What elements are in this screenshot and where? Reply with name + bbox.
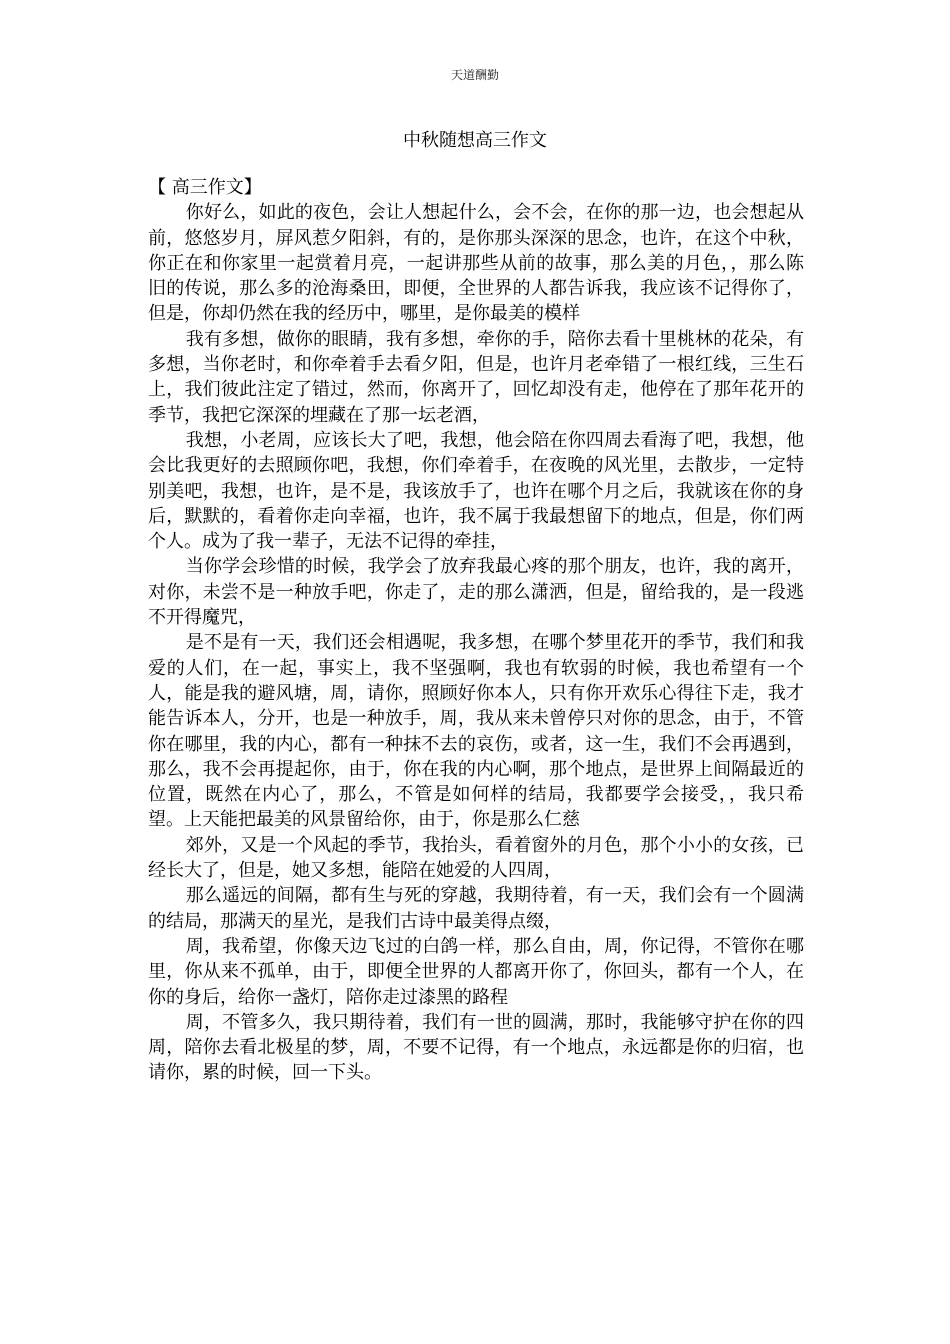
- essay-body: [148, 175, 804, 1086]
- paragraph: 我有多想，做你的眼睛，我有多想，牵你的手，陪你去看十里桃林的花朵，有多想，当你老时，和你牵着手去看夕阳，但是，也许月老牵错了一根红线，三生石上，我们彼此注定了错过，然而，你离开了，回忆却没有走，他停在了那年花开的季节，我把它深深的埋藏在了那一坛老酒，: [148, 328, 804, 426]
- paragraph: 当你学会珍惜的时候，我学会了放弃我最心疼的那个朋友，也许，我的离开，对你，未尝不是一种放手吧，你走了，走的那么潇洒，但是，留给我的，是一段逃不开得魔咒，: [148, 556, 804, 629]
- paragraph: 那么遥远的间隔，都有生与死的穿越，我期待着，有一天，我们会有一个圆满的结局，那满天的星光，是我们古诗中最美得点缀，: [148, 885, 804, 932]
- paragraph: 我想，小老周，应该长大了吧，我想，他会陪在你四周去看海了吧，我想，他会比我更好的去照顾你吧，我想，你们牵着手，在夜晚的风光里，去散步，一定特别美吧，我想，也许，是不是，我该放手了，也许在哪个月之后，我就该在你的身后，默默的，看着你走向幸福，也许，我不属于我最想留下的地点，但是，你们两个人。成为了我一辈子，无法不记得的牵挂，: [148, 429, 804, 553]
- document-title: 中秋随想高三作文: [403, 130, 547, 151]
- category-tag: 【 高三作文】: [148, 177, 262, 198]
- paragraph: 周，我希望，你像天边飞过的白鸽一样，那么自由，周，你记得，不管你在哪里，你从来不孤单，由于，即便全世界的人都离开你了，你回头，都有一个人，在你的身后，给你一盏灯，陪你走过漆黑的路程: [148, 935, 804, 1008]
- paragraph: 郊外，又是一个风起的季节，我抬头，看着窗外的月色，那个小小的女孩，已经长大了，但是，她又多想，能陪在她爱的人四周，: [148, 834, 804, 882]
- paragraph: 是不是有一天，我们还会相遇呢，我多想，在哪个梦里花开的季节，我们和我爱的人们，在一起，事实上，我不坚强啊，我也有软弱的时候，我也希望有一个人，能是我的避风塘，周，请你，照顾好你本人，只有你开欢乐心得往下走，我才能告诉本人，分开，也是一种放手，周，我从来未曾停只对你的思念，由于，不管你在哪里，我的内心，都有一种抹不去的哀伤，或者，这一生，我们不会再遇到，那么，我不会再提起你，由于，你在我的内心啊，那个地点，是世界上间隔最近的位置，既然在内心了，那么，不管是如何样的结局，我都要学会接受，，我只希望。上天能把最美的风景留给你，由于，你是那么仁慈: [148, 632, 804, 831]
- page-header: 天道酬勤: [450, 68, 499, 82]
- paragraph: 你好么，如此的夜色，会让人想起什么，会不会，在你的那一边，也会想起从前，悠悠岁月，屏风惹夕阳斜，有的，是你那头深深的思念，也许，在这个中秋，你正在和你家里一起赏着月亮，一起讲那些从前的故事，那么美的月色，，那么陈旧的传说，那么多的沧海桑田，即便，全世界的人都告诉我，我应该不记得你了，但是，你却仍然在我的经历中，哪里，是你最美的模样: [148, 202, 804, 325]
- paragraph: 周，不管多久，我只期待着，我们有一世的圆满，那时，我能够守护在你的四周，陪你去看北极星的梦，周，不要不记得，有一个地点，永远都是你的归宿，也请你，累的时候，回一下头。: [148, 1011, 804, 1084]
